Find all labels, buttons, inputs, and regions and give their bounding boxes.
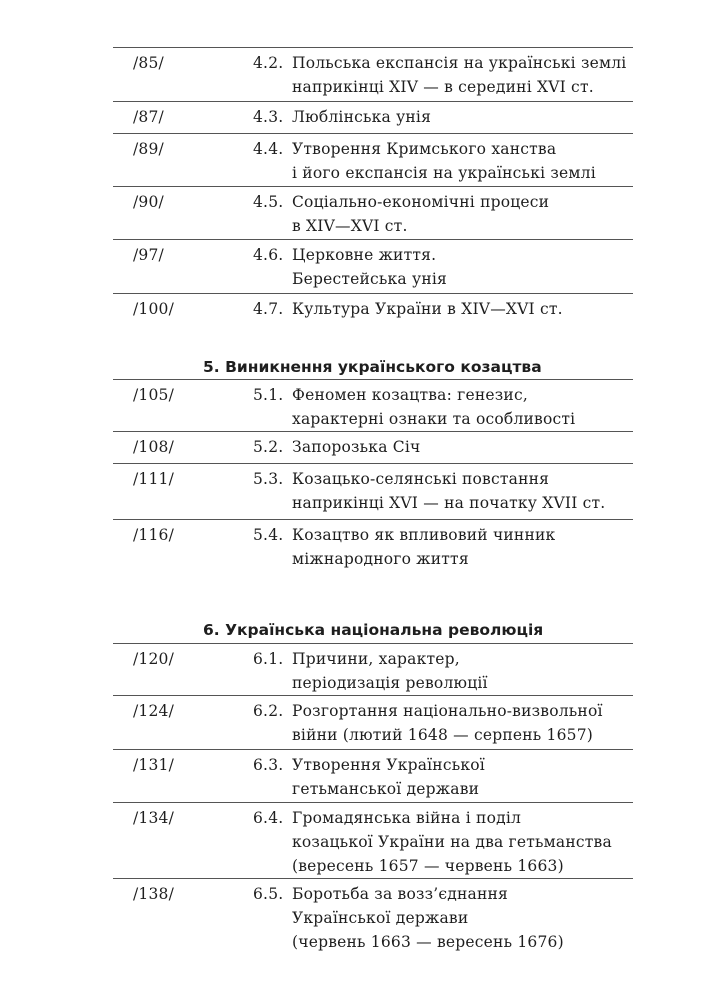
entry-item-number: 6.1.: [253, 650, 284, 668]
entry-title-line: (вересень 1657 — червень 1663): [292, 857, 564, 875]
entry-divider: [113, 695, 633, 696]
entry-title: [292, 647, 488, 695]
entry-title-line: в XIV—XVI ст.: [292, 217, 408, 235]
entry-title-line: (червень 1663 — вересень 1676): [292, 933, 564, 951]
entry-title-line: Запорозька Січ: [292, 438, 421, 456]
entry-page-number: /116/: [133, 526, 175, 544]
entry-title-line: Люблінська унія: [292, 108, 432, 126]
entry-title: [292, 105, 431, 129]
entry-divider: [113, 379, 633, 380]
entry-item-number: 5.4.: [253, 526, 284, 544]
entry-divider: [113, 101, 633, 102]
entry-title-line: Козацтво як впливовий чинник: [292, 526, 556, 544]
entry-title-line: Культура України в XIV—XVI ст.: [292, 300, 563, 318]
entry-item-number: 6.3.: [253, 756, 284, 774]
entry-page-number: /87/: [133, 108, 164, 126]
section-heading-5: 5. Виникнення українського козацтва: [203, 358, 542, 376]
entry-title-line: Церковне життя.: [292, 246, 437, 264]
entry-page-number: /89/: [133, 140, 164, 158]
entry-title-line: і його експансія на українські землі: [292, 164, 596, 182]
entry-divider: [113, 186, 633, 187]
entry-title-line: Боротьба за возз’єднання: [292, 885, 509, 903]
entry-item-number: 4.2.: [253, 54, 284, 72]
entry-title-line: Розгортання національно-визвольної: [292, 702, 603, 720]
entry-item-number: 6.4.: [253, 809, 284, 827]
entry-divider: [113, 643, 633, 644]
entry-item-number: 4.7.: [253, 300, 284, 318]
entry-divider: [113, 519, 633, 520]
entry-divider: [113, 133, 633, 134]
entry-title: [292, 243, 447, 291]
entry-page-number: /90/: [133, 193, 164, 211]
entry-divider: [113, 47, 633, 48]
entry-title-line: війни (лютий 1648 — серпень 1657): [292, 726, 594, 744]
entry-page-number: /100/: [133, 300, 175, 318]
entry-divider: [113, 463, 633, 464]
entry-title-line: Феномен козацтва: генезис,: [292, 386, 528, 404]
entry-title: [292, 467, 605, 515]
entry-page-number: /120/: [133, 650, 175, 668]
entry-item-number: 5.2.: [253, 438, 284, 456]
entry-title: [292, 297, 563, 321]
entry-title-line: Причини, характер,: [292, 650, 460, 668]
entry-item-number: 4.3.: [253, 108, 284, 126]
entry-page-number: /97/: [133, 246, 164, 264]
entry-divider: [113, 802, 633, 803]
entry-page-number: /111/: [133, 470, 175, 488]
entry-page-number: /134/: [133, 809, 175, 827]
entry-page-number: /105/: [133, 386, 175, 404]
entry-item-number: 6.2.: [253, 702, 284, 720]
entry-title: [292, 882, 564, 954]
entry-title-line: Соціально-економічні процеси: [292, 193, 550, 211]
entry-page-number: /108/: [133, 438, 175, 456]
entry-title: [292, 523, 555, 571]
entry-page-number: /124/: [133, 702, 175, 720]
entry-title-line: міжнародного життя: [292, 550, 469, 568]
entry-title-line: гетьманської держави: [292, 780, 480, 798]
entry-title: [292, 51, 626, 99]
entry-title: [292, 137, 596, 185]
entry-divider: [113, 878, 633, 879]
entry-title-line: козацької України на два гетьманства: [292, 833, 612, 851]
entry-title-line: Польська експансія на українські землі: [292, 54, 627, 72]
entry-page-number: /85/: [133, 54, 164, 72]
entry-divider: [113, 293, 633, 294]
entry-title-line: Утворення Кримського ханства: [292, 140, 557, 158]
entry-title: [292, 753, 485, 801]
entry-item-number: 4.6.: [253, 246, 284, 264]
entry-title: [292, 190, 549, 238]
entry-title: [292, 699, 603, 747]
entry-divider: [113, 431, 633, 432]
entry-item-number: 4.5.: [253, 193, 284, 211]
entry-page-number: /138/: [133, 885, 175, 903]
entry-item-number: 6.5.: [253, 885, 284, 903]
entry-item-number: 4.4.: [253, 140, 284, 158]
entry-page-number: /131/: [133, 756, 175, 774]
entry-item-number: 5.1.: [253, 386, 284, 404]
entry-title: [292, 806, 612, 878]
entry-title-line: характерні ознаки та особливості: [292, 410, 576, 428]
entry-title-line: періодизація революції: [292, 674, 488, 692]
entry-title-line: Утворення Української: [292, 756, 485, 774]
entry-item-number: 5.3.: [253, 470, 284, 488]
entry-title-line: Української держави: [292, 909, 469, 927]
section-heading-6: 6. Українська національна революція: [203, 621, 544, 639]
entry-title: [292, 383, 575, 431]
entry-title-line: Козацько-селянські повстання: [292, 470, 550, 488]
entry-title-line: наприкінці XVI — на початку XVII ст.: [292, 494, 606, 512]
entry-title-line: Берестейська унія: [292, 270, 447, 288]
entry-divider: [113, 239, 633, 240]
entry-title-line: наприкінці XIV — в середині XVI ст.: [292, 78, 594, 96]
entry-title-line: Громадянська війна і поділ: [292, 809, 522, 827]
entry-title: [292, 435, 420, 459]
entry-divider: [113, 749, 633, 750]
